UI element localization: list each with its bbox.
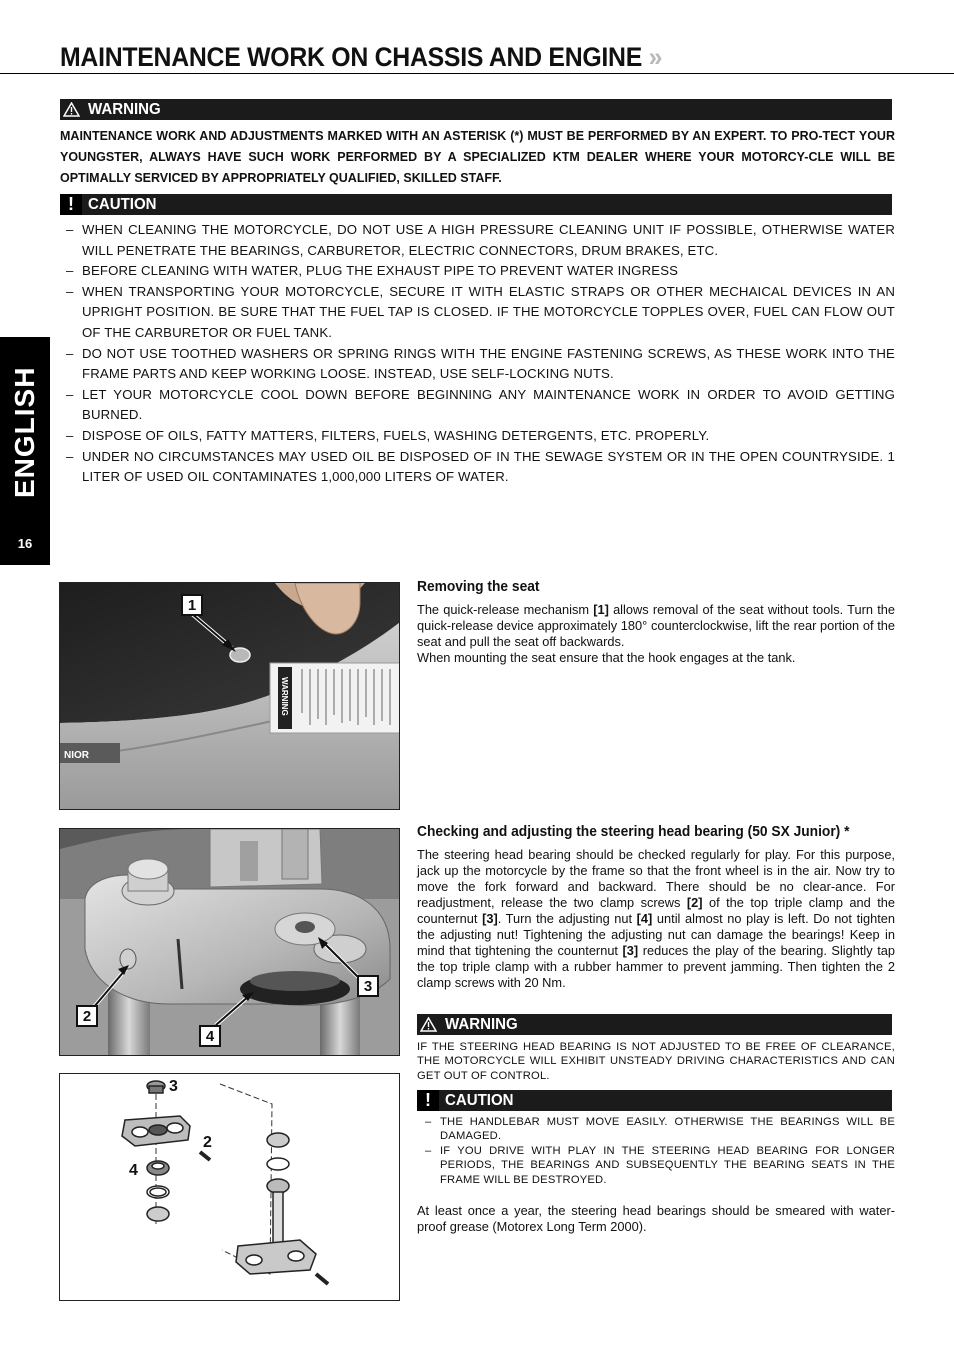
callout-3: 3 bbox=[357, 975, 379, 997]
language-label: ENGLISH bbox=[9, 366, 40, 498]
title-chevron-icon: » bbox=[648, 42, 663, 72]
seat-text: When mounting the seat ensure that the hook engages at the tank. bbox=[417, 650, 796, 665]
caution-list bbox=[60, 220, 895, 488]
steering-text: until almost no play is left. Do not tighten the adjusting nut! Tightening the adjusting nut can damage the bearings! Keep in mind that tightening the counternut bbox=[417, 911, 895, 958]
caution-item: – IF YOU DRIVE WITH PLAY IN THE STEERING HEAD BEARING FOR LONGER PERIODS, THE BEARINGS AND SUBSEQUENTLY THE BEARING SEATS IN THE FRAME WILL BE DESTROYED. bbox=[417, 1144, 895, 1187]
caution-item: – BEFORE CLEANING WITH WATER, PLUG THE EXHAUST PIPE TO PREVENT WATER INGRESS bbox=[60, 261, 895, 282]
steering-ref-4: [4] bbox=[636, 911, 653, 926]
caution-item: – LET YOUR MOTORCYCLE COOL DOWN BEFORE BEGINNING ANY MAINTENANCE WORK IN ORDER TO AVOID GETTING BURNED. bbox=[60, 385, 895, 426]
steering-text: The steering head bearing should be checked regularly for play. For this purpose, jack up the motorcycle by the frame so that the front wheel is in the air. Now try to move the fork forward and backward. There should be no clear-ance. For readjustment, release the two clamp screws bbox=[417, 847, 895, 910]
caution-label: CAUTION bbox=[88, 195, 157, 213]
grease-note: At least once a year, the steering head bearings should be smeared with water-proof grease (Motorex Long Term 2000). bbox=[417, 1203, 895, 1234]
seat-text: The quick-release mechanism bbox=[417, 602, 594, 617]
steering-photo bbox=[59, 828, 400, 1056]
steering-text: . Turn the adjusting nut bbox=[497, 911, 637, 926]
diagram-label-2: 2 bbox=[203, 1134, 212, 1151]
diagram-label-3: 3 bbox=[169, 1078, 178, 1095]
steering-exploded-diagram bbox=[59, 1073, 400, 1301]
callout-4: 4 bbox=[199, 1025, 221, 1047]
warning-label: WARNING bbox=[88, 100, 161, 118]
diagram-label-4: 4 bbox=[129, 1162, 138, 1179]
steering-ref-3: [3] bbox=[482, 911, 498, 926]
seat-section-body bbox=[417, 602, 895, 666]
steering-caution-list bbox=[417, 1115, 895, 1187]
caution-item: – WHEN TRANSPORTING YOUR MOTORCYCLE, SECURE IT WITH ELASTIC STRAPS OR OTHER MECHAICAL DEVICES IN AN UPRIGHT POSITION. BE SURE THAT THE FUEL TAP IS CLOSED. IF THE MOTORCYCLE TOPPLES OVER, FUEL CAN FLOW OUT OF THE CARBURETOR OR FUEL TANK. bbox=[60, 282, 895, 344]
steering-caution-bar bbox=[417, 1090, 892, 1111]
page-title-text: MAINTENANCE WORK ON CHASSIS AND ENGINE bbox=[60, 42, 643, 72]
warning-triangle-icon bbox=[60, 99, 82, 120]
page-title bbox=[60, 42, 662, 73]
callout-2: 2 bbox=[76, 1005, 98, 1027]
seat-photo-stripe-text: NIOR bbox=[64, 750, 89, 761]
caution-bar bbox=[60, 194, 892, 215]
caution-item: – DISPOSE OF OILS, FATTY MATTERS, FILTERS, FUELS, WASHING DETERGENTS, ETC. PROPERLY. bbox=[60, 426, 895, 447]
steering-ref-3: [3] bbox=[622, 943, 639, 958]
steering-text: reduces the play of the bearing. Slightly tap the top triple clamp with a rubber hammer to prevent jamming. Then tighten the 2 clamp screws with 20 Nm. bbox=[417, 943, 896, 990]
page-number: 16 bbox=[17, 536, 33, 551]
caution-item: – UNDER NO CIRCUMSTANCES MAY USED OIL BE DISPOSED OF IN THE SEWAGE SYSTEM OR IN THE OPEN COUNTRYSIDE. 1 LITER OF USED OIL CONTAMINATES 1,000,000 LITERS OF WATER. bbox=[60, 447, 895, 488]
header-rule bbox=[0, 73, 954, 74]
exclamation-icon: ! bbox=[417, 1090, 439, 1111]
steering-ref-2: [2] bbox=[686, 895, 703, 910]
caution-item: – WHEN CLEANING THE MOTORCYCLE, DO NOT USE A HIGH PRESSURE CLEANING UNIT IF POSSIBLE, OTHERWISE WATER WILL PENETRATE THE BEARINGS, CARBURETOR, ELECTRIC CONNECTORS, DRUM BRAKES, ETC. bbox=[60, 220, 895, 261]
seat-photo-label-text: WARNING bbox=[280, 677, 289, 716]
steering-section-body bbox=[417, 847, 895, 991]
warning-text: MAINTENANCE WORK AND ADJUSTMENTS MARKED WITH AN ASTERISK (*) MUST BE PERFORMED BY AN EXPERT. TO PRO-TECT YOUR YOUNGSTER, ALWAYS HAVE SUCH WORK PERFORMED BY A SPECIALIZED KTM DEALER WHERE YOUR MOTORCY-CLE WILL BE OPTIMALLY SERVICED BY APPROPRIATELY QUALIFIED, SKILLED STAFF. bbox=[60, 129, 895, 185]
steering-section-title: Checking and adjusting the steering head bearing (50 SX Junior) * bbox=[417, 824, 850, 840]
callout-1: 1 bbox=[181, 594, 203, 616]
warning-label: WARNING bbox=[445, 1015, 518, 1033]
steering-warning-bar bbox=[417, 1014, 892, 1035]
caution-label: CAUTION bbox=[445, 1091, 514, 1109]
seat-ref-1: [1] bbox=[593, 602, 609, 617]
warning-triangle-icon bbox=[417, 1014, 439, 1035]
seat-text: allows removal of the seat without tools. Turn the quick-release device approximately 180° counterclockwise, lift the rear portion of the seat and pull the seat off backwards. bbox=[417, 602, 895, 649]
steering-text: of the top triple clamp and the counternut bbox=[417, 895, 895, 926]
seat-photo bbox=[59, 582, 400, 810]
steering-warning-text: IF THE STEERING HEAD BEARING IS NOT ADJUSTED TO BE FREE OF CLEARANCE, THE MOTORCYCLE WILL EXHIBIT UNSTEADY DRIVING CHARACTERISTICS AND CAN GET OUT OF CONTROL. bbox=[417, 1041, 895, 1082]
caution-item: – DO NOT USE TOOTHED WASHERS OR SPRING RINGS WITH THE ENGINE FASTENING SCREWS, AS THESE WORK INTO THE FRAME PARTS AND KEEP WORKING LOOSE. INSTEAD, USE SELF-LOCKING NUTS. bbox=[60, 344, 895, 385]
caution-item: – THE HANDLEBAR MUST MOVE EASILY. OTHERWISE THE BEARINGS WILL BE DAMAGED. bbox=[417, 1115, 895, 1144]
exclamation-icon: ! bbox=[60, 194, 82, 215]
seat-section-title: Removing the seat bbox=[417, 579, 540, 595]
warning-bar bbox=[60, 99, 892, 120]
